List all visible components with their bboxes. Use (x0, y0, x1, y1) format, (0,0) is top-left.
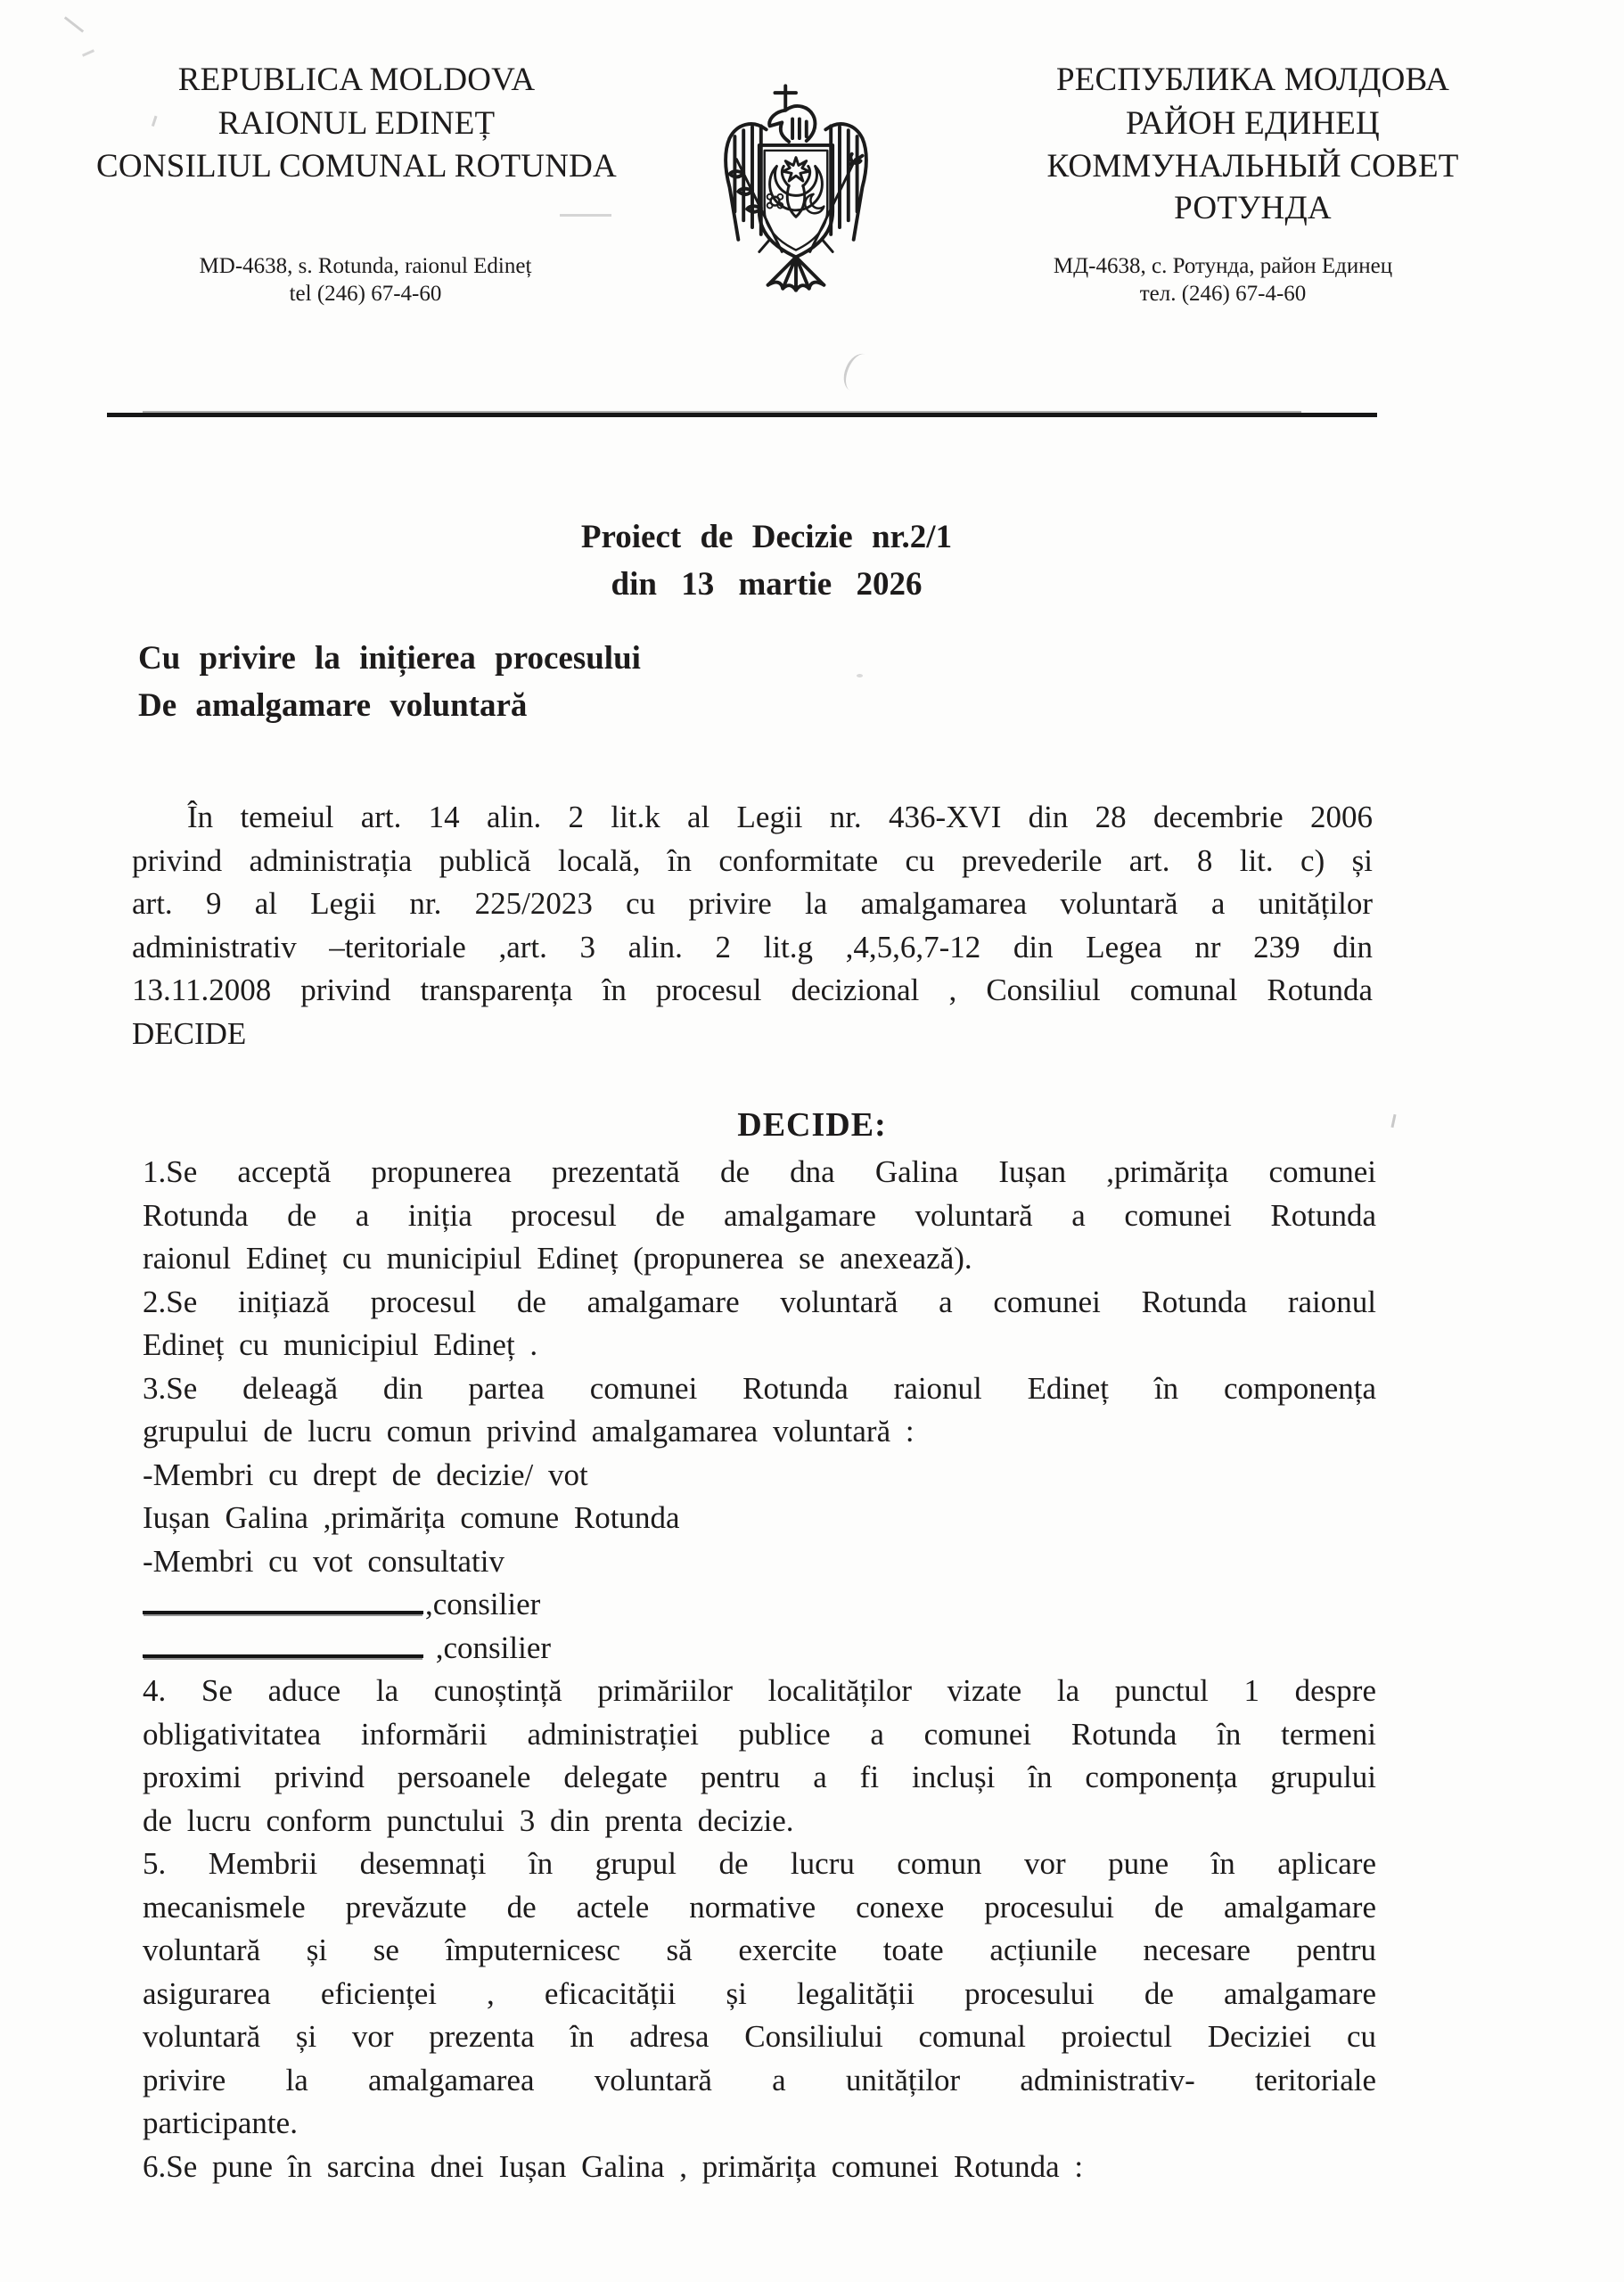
preamble-paragraph (132, 796, 1373, 1055)
decision-line: -Membri cu vot consultativ (143, 1543, 505, 1579)
address-russian (982, 252, 1464, 308)
decision-line: de lucru conform punctului 3 din prenta decizie. (143, 1802, 794, 1838)
document-subject (138, 635, 940, 729)
decide-heading: DECIDE: (737, 1106, 887, 1144)
phone-line-ro: tel (246) 67-4-60 (289, 282, 442, 306)
moldova-coat-of-arms-icon (709, 78, 883, 292)
decision-line: voluntară și se împuternicesc să exercite toate acțiunile necesare pentru (143, 1933, 1376, 1967)
consilier-row (143, 1583, 1376, 1627)
document-title (472, 513, 1061, 608)
org-country-ru: РЕСПУБЛИКА МОЛДОВА (1055, 62, 1450, 98)
org-country-ro: REPUBLICA MOLDOVA (177, 62, 536, 98)
decision-items (143, 1151, 1376, 2188)
org-district-ro: RAIONUL EDINEȚ (217, 104, 496, 142)
subject-line-2: De amalgamare voluntară (138, 687, 528, 724)
decision-line: 5. Membrii desemnați în grupul de lucru comun vor pune în aplicare (143, 1846, 1376, 1881)
decision-line: mecanismele prevăzute de actele normative conexe procesului de amalgamare (143, 1889, 1376, 1925)
phone-line-ru: тел. (246) 67-4-60 (1139, 282, 1307, 306)
decision-line: Edineț cu municipiul Edineț . (143, 1327, 538, 1362)
decision-line: Iușan Galina ,primărița comune Rotunda (143, 1500, 680, 1535)
decision-line: asigurarea eficienței , eficacității și legalității procesului de amalgamare (143, 1975, 1376, 2011)
org-council-ru: КОММУНАЛЬНЫЙ СОВЕТ РОТУНДА (1046, 148, 1459, 226)
consilier-label: ,consilier (425, 1629, 552, 1665)
title-line-1: Proiect de Decizie nr.2/1 (580, 519, 953, 555)
decision-line: -Membri cu drept de decizie/ vot (143, 1457, 588, 1492)
decision-line: 1.Se acceptă propunerea prezentată de dna Galina Iușan ,primărița comunei (143, 1154, 1376, 1189)
address-line-ro: MD-4638, s. Rotunda, raionul Edineț (199, 254, 532, 278)
decision-line: participante. (143, 2106, 298, 2140)
address-line-ru: МД-4638, с. Ротунда, район Единец (1053, 254, 1393, 278)
letterhead-russian (979, 59, 1527, 229)
decision-line: 4. Se aduce la cunoștință primăriilor localităților vizate la punctul 1 despre (143, 1673, 1376, 1708)
org-district-ru: РАЙОН ЕДИНЕЦ (1126, 104, 1380, 142)
decision-line: voluntară și vor prezenta în adresa Consiliului comunal proiectul Deciziei cu (143, 2019, 1376, 2054)
org-council-ro: CONSILIUL COMUNAL ROTUNDA (96, 148, 617, 185)
subject-line-1: Cu privire la inițierea procesului (138, 640, 641, 677)
decision-line: proximi privind persoanele delegate pentru a fi incluși în componența grupului (143, 1760, 1376, 1794)
decision-line: 3.Se deleagă din partea comunei Rotunda raionul Edineț în componența (143, 1370, 1376, 1406)
consilier-label: ,consilier (425, 1587, 541, 1621)
address-romanian (116, 252, 615, 308)
preamble-line: art. 9 al Legii nr. 225/2023 cu privire la amalgamarea voluntară a unităților (132, 886, 1373, 921)
consilier-row (143, 1627, 1376, 1670)
preamble-line: DECIDE (132, 1015, 247, 1051)
preamble-line: administrativ –teritoriale ,art. 3 alin. 2 lit.g ,4,5,6,7-12 din Legea nr 239 din (132, 929, 1373, 965)
decision-line: 6.Se pune în sarcina dnei Iușan Galina , primărița comunei Rotunda : (143, 2148, 1084, 2184)
decision-line: privire la amalgamarea voluntară a unităților administrativ- teritoriale (143, 2062, 1376, 2097)
letterhead-romanian (89, 59, 624, 189)
scan-artifact (560, 214, 611, 217)
signature-blank (143, 1584, 423, 1614)
scan-artifact (82, 49, 94, 56)
signature-blank (143, 1628, 423, 1658)
decision-line: grupului de lucru comun privind amalgamarea voluntară : (143, 1414, 915, 1449)
divider-line (107, 413, 1377, 417)
preamble-line: În temeiul art. 14 alin. 2 lit.k al Legii nr. 436-XVI din 28 decembrie 2006 (187, 800, 1373, 834)
title-line-2: din 13 martie 2026 (611, 566, 923, 603)
scan-artifact (64, 16, 84, 32)
decision-line: raionul Edineț cu municipiul Edineț (propunerea se anexează). (143, 1241, 972, 1276)
decision-line: 2.Se inițiază procesul de amalgamare voluntară a comunei Rotunda raionul (143, 1284, 1376, 1319)
scan-artifact (839, 349, 877, 396)
decision-line: Rotunda de a iniția procesul de amalgamare voluntară a comunei Rotunda (143, 1197, 1376, 1233)
decision-line: obligativitatea informării administrației publice a comunei Rotunda în termeni (143, 1716, 1376, 1752)
preamble-line: privind administrația publică locală, în conformitate cu prevederile art. 8 lit. c) și (132, 842, 1373, 878)
preamble-line: 13.11.2008 privind transparența în procesul decizional , Consiliul comunal Rotunda (132, 973, 1373, 1007)
